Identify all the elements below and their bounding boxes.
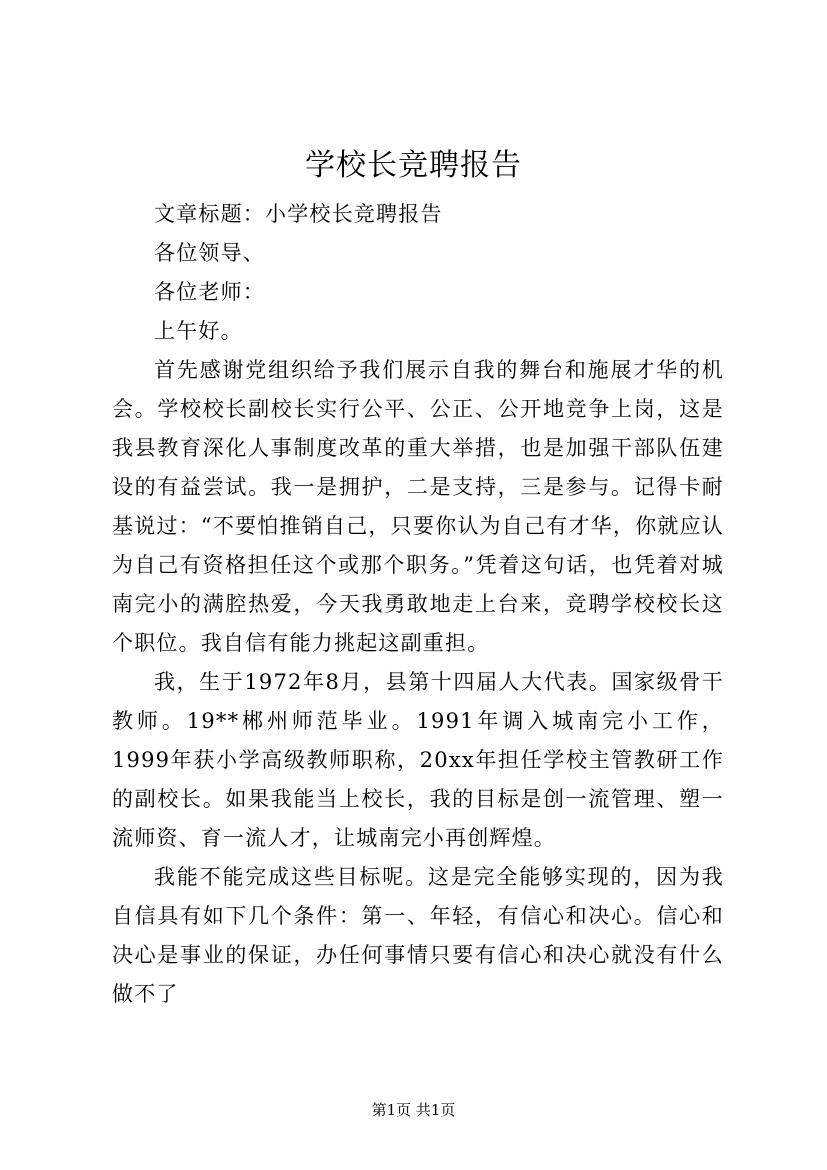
paragraph-background: 我，生于1972年8月，县第十四届人大代表。国家级骨干教师。19**郴州师范毕业。1991年调入城南完小工作，1999年获小学高级教师职称，20xx年担任学校主管教研工作的副校长。如果我能当上校长，我的目标是创一流管理、塑一流师资、育一流人才，让城南完小再创辉煌。 [112,670,724,850]
paragraph-salutation-teachers: 各位老师： [154,280,265,304]
paragraph-greeting: 上午好。 [154,319,243,343]
paragraph-salutation-leaders: 各位领导、 [154,241,265,265]
paragraph-intro: 首先感谢党组织给予我们展示自我的舞台和施展才华的机会。学校校长副校长实行公平、公正、公开地竞争上岗，这是我县教育深化人事制度改革的重大举措，也是加强干部队伍建设的有益尝试。我一是拥护，二是支持，三是参与。记得卡耐基说过：“不要怕推销自己，只要你认为自己有才华，你就应认为自己有资格担任这个或那个职务。”凭着这句话，也凭着对城南完小的满腔热爱，今天我勇敢地走上台来，竞聘学校校长这个职位。我自信有能力挑起这副重担。 [112,358,724,655]
page-number-footer: 第1页 共1页 [371,1101,456,1119]
document-body [112,195,724,1014]
paragraph-conditions: 我能不能完成这些目标呢。这是完全能够实现的，因为我自信具有如下几个条件：第一、年轻，有信心和决心。信心和决心是事业的保证，办任何事情只要有信心和决心就没有什么做不了 [112,865,724,1006]
document-title: 学校长竞聘报告 [305,148,522,183]
paragraph-article-title: 文章标题：小学校长竞聘报告 [154,202,443,226]
